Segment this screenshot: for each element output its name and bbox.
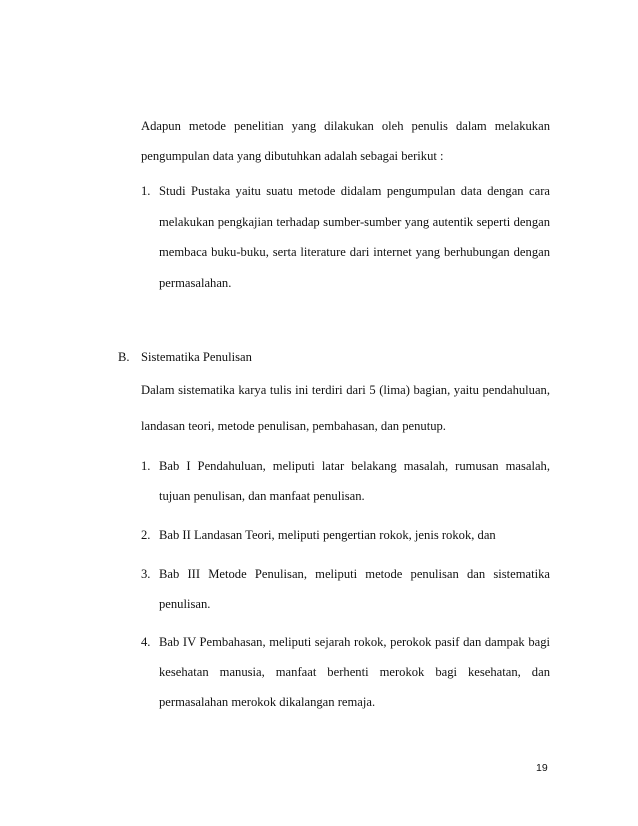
method-item-number: 1. — [141, 184, 151, 198]
method-item-line: Studi Pustaka yaitu suatu metode didalam pengumpulan data dengan cara — [159, 184, 550, 198]
chapter-item-line: penulisan. — [159, 597, 211, 611]
chapter-item-line: permasalahan merokok dikalangan remaja. — [159, 695, 376, 709]
intro-line-2: pengumpulan data yang dibutuhkan adalah sebagai berikut : — [141, 149, 444, 163]
method-item-line: membaca buku-buku, serta literature dari internet yang berhubungan dengan — [159, 245, 550, 259]
method-item-line: permasalahan. — [159, 276, 232, 290]
chapter-item-line: Bab I Pendahuluan, meliputi latar belakang masalah, rumusan masalah, — [159, 459, 550, 473]
chapter-item-line: Bab II Landasan Teori, meliputi pengertian rokok, jenis rokok, dan — [159, 528, 496, 542]
intro-line-1: Adapun metode penelitian yang dilakukan oleh penulis dalam melakukan — [141, 119, 550, 133]
chapter-item-number: 4. — [141, 635, 151, 649]
section-paragraph-line-2: landasan teori, metode penulisan, pembahasan, dan penutup. — [141, 419, 446, 433]
section-label: B. — [118, 350, 130, 364]
chapter-item-number: 3. — [141, 567, 151, 581]
method-item-line: melakukan pengkajian terhadap sumber-sumber yang autentik seperti dengan — [159, 215, 550, 229]
chapter-item-line: kesehatan manusia, manfaat berhenti merokok bagi kesehatan, dan — [159, 665, 550, 679]
section-paragraph-line-1: Dalam sistematika karya tulis ini terdiri dari 5 (lima) bagian, yaitu pendahuluan, — [141, 383, 550, 397]
chapter-item-line: Bab III Metode Penulisan, meliputi metode penulisan dan sistematika — [159, 567, 550, 581]
chapter-item-number: 2. — [141, 528, 151, 542]
section-title: Sistematika Penulisan — [141, 350, 252, 364]
chapter-item-line: Bab IV Pembahasan, meliputi sejarah rokok, perokok pasif dan dampak bagi — [159, 635, 550, 649]
page-number: 19 — [536, 762, 548, 774]
chapter-item-line: tujuan penulisan, dan manfaat penulisan. — [159, 489, 365, 503]
chapter-item-number: 1. — [141, 459, 151, 473]
